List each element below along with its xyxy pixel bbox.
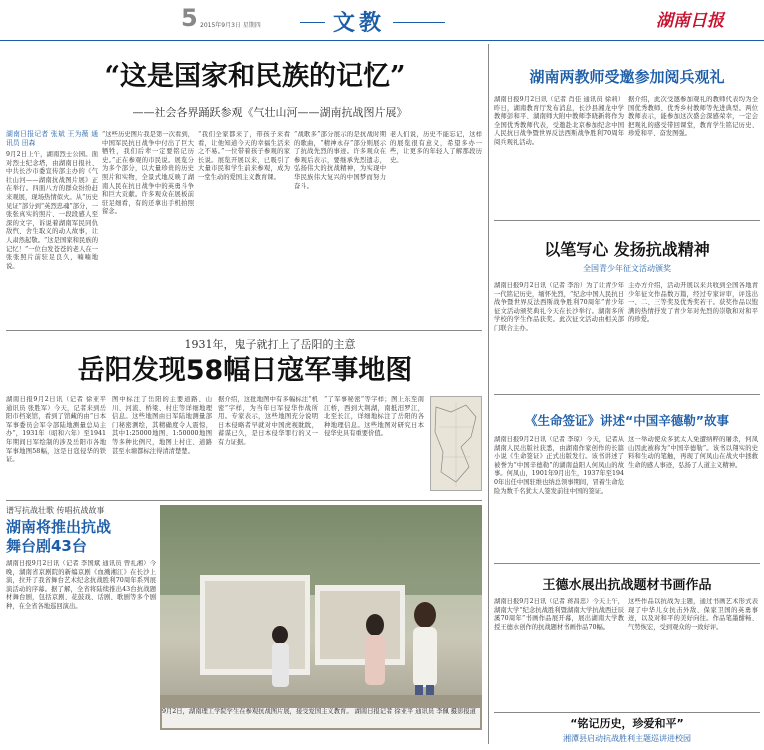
story7-body: 湖南日报9月2日讯（记者 李国斌 通讯员 曾礼湘）今晚，湖南省京剧院的新编京剧《血溅湘江》在长沙上演，拉开了我省舞台艺术纪念抗战胜利70周年系列展演活动的序幕。据了解，全省将陆续推出43台抗战题材舞台剧，包括京剧、花鼓戏、话剧、歌剧等多个剧种，在全省各地巡回演出。 [6,560,156,610]
story1-column-2: “这些历史图片我是第一次看到，中国军民抗日战争中付出了巨大牺牲，我们后辈一定要铭记历史。”正在参观的市民说。展览分为多个部分，以大量珍贵的历史照片和实物，全景式地反映了湖南人民在抗日战争中的英勇斗争和巨大贡献。许多观众在展板前驻足细看，有的还拿出手机拍照留念。 [102,131,194,216]
story3-headline: 湖南两教师受邀参加阅兵观礼 [529,68,725,86]
story4-column-2: 主办方介绍，活动开展以来共收到全国各地青少年征文作品数万篇，经过专家评审，评选出一、二、三等奖及优秀奖若干。获奖作品以饱满的热情抒发了青少年对先烈的崇敬和对和平的珍爱。 [628,282,758,324]
story1-byline: 湖南日报记者 张斌 王为薇 通讯员 田森 [6,130,98,147]
story2-headline: 岳阳发现58幅日寇军事地图 [77,355,413,386]
story7-kicker: 谱写抗战壮歌 传唱抗战故事 [6,506,105,515]
story6-column-2: 这些作品以抗战为主题，通过书画艺术形式表现了中华儿女抗击外敌、保家卫国的英勇事迹，以及对和平的美好向往。作品笔墨酣畅、气势恢宏，受到观众的一致好评。 [628,598,758,631]
story7-headline: 湖南将推出抗战舞台剧43台 [6,518,112,555]
page-number: 5 [181,4,198,32]
story5-headline: 《生命签证》讲述“中国辛德勒”故事 [525,413,729,428]
story7-rule [6,500,482,501]
story2-kicker: 1931年，鬼子就打上了岳阳的主意 [184,338,356,351]
story5-column-1: 湖南日报9月2日讯（记者 李琼）今天，记者从湖南人民出版社获悉，由湖南作家创作的长篇小说《生命签证》正式出版发行。该书讲述了被誉为“中国辛德勒”的湖南益阳人何凤山的故事。何凤山，1901年9月出生，1937年至1940年出任中国驻维也纳总领事期间，冒着生命危险为数千名犹太人签发前往中国的签证。 [494,436,624,495]
story4-rule [494,220,760,221]
story5-rule [494,394,760,395]
section-title: 文教 [325,6,393,37]
story2-column-4: “了军事秘密”等字样；图上东至南江桥，西到大荆湖，南抵汨罗江，北至长江，详细地标注了岳阳的各种地理信息。这些地图对研究日本侵华史具有重要价值。 [324,396,424,438]
story6-rule [494,563,760,564]
page-header [0,0,764,40]
story5-column-2: 这一举动使众多犹太人免遭纳粹的屠杀，何凤山因此被称为“中国辛德勒”。该书以翔实的史料和生动的笔触，再现了何凤山在战火中拯救生命的感人事迹，弘扬了人道主义精神。 [628,436,758,469]
story6-column-1: 湖南日报9月2日讯（记者 蒋昌忠）今天上午，湖南大学“纪念抗战胜利暨湖南大学抗战西迁辰溪70周年”书画作品展开幕，展出湖南大学教授王德水创作的抗战题材书画作品70幅。 [494,598,624,631]
story3-column-1: 湖南日报9月2日讯（记者 肖佳 通讯员 徐莉）昨日，湖南教育厅发布消息，长沙县湘龙中学教师彭和平、湖南师大附中教师李晓新将作为全国优秀教师代表，受邀赴北京参加纪念中国人民抗日战争暨世界反法西斯战争胜利70周年阅兵观礼活动。 [494,96,624,146]
story1-column-5: 老人们说，历史不能忘记，这样的展览很有意义，希望多办一些，让更多的年轻人了解那段历史。 [390,131,482,164]
right-column-rule [488,44,489,744]
story2-column-1: 湖南日报9月2日讯（记者 徐亚平 通讯员 张胜军）今天，记者来到岳阳市档案馆，看到了馆藏的由“日本军事委员会军令部陆地测量总局主办”，1931年（昭和六年）至1941年期间日军绘制的涉及岳阳市各地军事地图58幅，这是日寇侵华的铁证。 [6,396,106,464]
story8-subtitle: 湘潭县启动抗战胜利主题巡讲进校园 [563,734,691,743]
story1-column-4: “战歌多”部分展示的是抗战时期的歌曲，“精神永存”部分则展示了抗战先烈的事迹。许多观众在参观后表示，要继承先烈遗志，弘扬伟大的抗战精神，为实现中华民族伟大复兴的中国梦而努力奋斗。 [294,131,386,190]
story1-subtitle: ——社会各界踊跃参观《气壮山河——湖南抗战图片展》 [132,106,408,119]
story1-headline: “这是国家和民族的记忆” [104,61,406,92]
news-photo [160,505,482,730]
story4-headline: 以笔写心 发扬抗战精神 [544,240,710,259]
story2-column-3: 据介绍，这批地图中有多幅标注“机密”字样，为当年日军侵华作战所用。专家表示，这些地图充分说明日本侵略者早就对中国虎视眈眈，蓄谋已久，是日本侵华罪行的又一有力证据。 [218,396,318,446]
story4-column-1: 湖南日报9月2日讯（记者 李治）为了让青少年一代铭记历史，缅怀先烈，“纪念中国人民抗日战争暨世界反法西斯战争胜利70周年”青少年征文活动颁奖典礼今天在长沙举行。湖南多所学校的学生作品获奖。此次征文活动由相关部门联合主办。 [494,282,624,332]
issue-date: 2015年9月3日 星期四 [200,22,261,29]
story3-column-2: 据介绍，此次受邀参加观礼的教师代表均为全国优秀教师、优秀乡村教师等先进典型。两位教师表示，能参加这次盛会深感荣幸，一定会把观礼的感受带回课堂，教育学生铭记历史、珍爱和平、奋发图强。 [628,96,758,138]
map-thumbnail [430,396,482,491]
story6-headline: 王德水展出抗战题材书画作品 [542,578,712,593]
header-rule [0,40,764,41]
story2-rule [6,330,482,331]
newspaper-logo: 湖南日报 [656,11,724,31]
story2-column-2: 图中标注了岳阳的主要道路、山川、河流、桥梁、村庄等详细地理信息。这些地图由日军陆地测量部门秘密测绘，其精确度令人震惊，其中1:25000地图、1:50000地图等多种比例尺，地图上村庄、道路甚至水塘都标注得清清楚楚。 [112,396,212,455]
story1-column-1: 9月2日上午，湖南烈士公园。面对烈士纪念塔，由湖南日报社、中共长沙市委宣传部主办的《气壮山河——湖南抗战图片展》正在举行。四面八方的群众纷纷赶来观展，现场热情似火。从“历史见证”部分到“英烈忠魂”部分，一张张真实的照片、一段段感人至深的文字，诉说着湖南军民同仇敌忾、舍生取义的动人故事，让人肃然起敬。“这是国家和民族的记忆！”一位白发苍苍的老人在一张张照片前驻足良久，喃喃地说。 [6,151,98,270]
photo-caption: 9月2日，湖南理工学院学生在参观抗战图片展，接受爱国主义教育。 湖南日报记者 徐亚平 通讯员 李佩 摄影报道 [162,708,480,728]
story8-rule [494,712,760,713]
story8-headline: “铭记历史，珍爱和平” [570,717,684,730]
story4-subtitle: 全国青少年征文活动颁奖 [583,264,671,273]
story1-column-3: “我们全家都来了，带孩子来看看，让他知道今天的幸福生活来之不易。”一位带着孩子参观的家长说。展览开展以来，已吸引了大量市民和学生前来参观，成为一堂生动的爱国主义教育课。 [198,131,290,181]
